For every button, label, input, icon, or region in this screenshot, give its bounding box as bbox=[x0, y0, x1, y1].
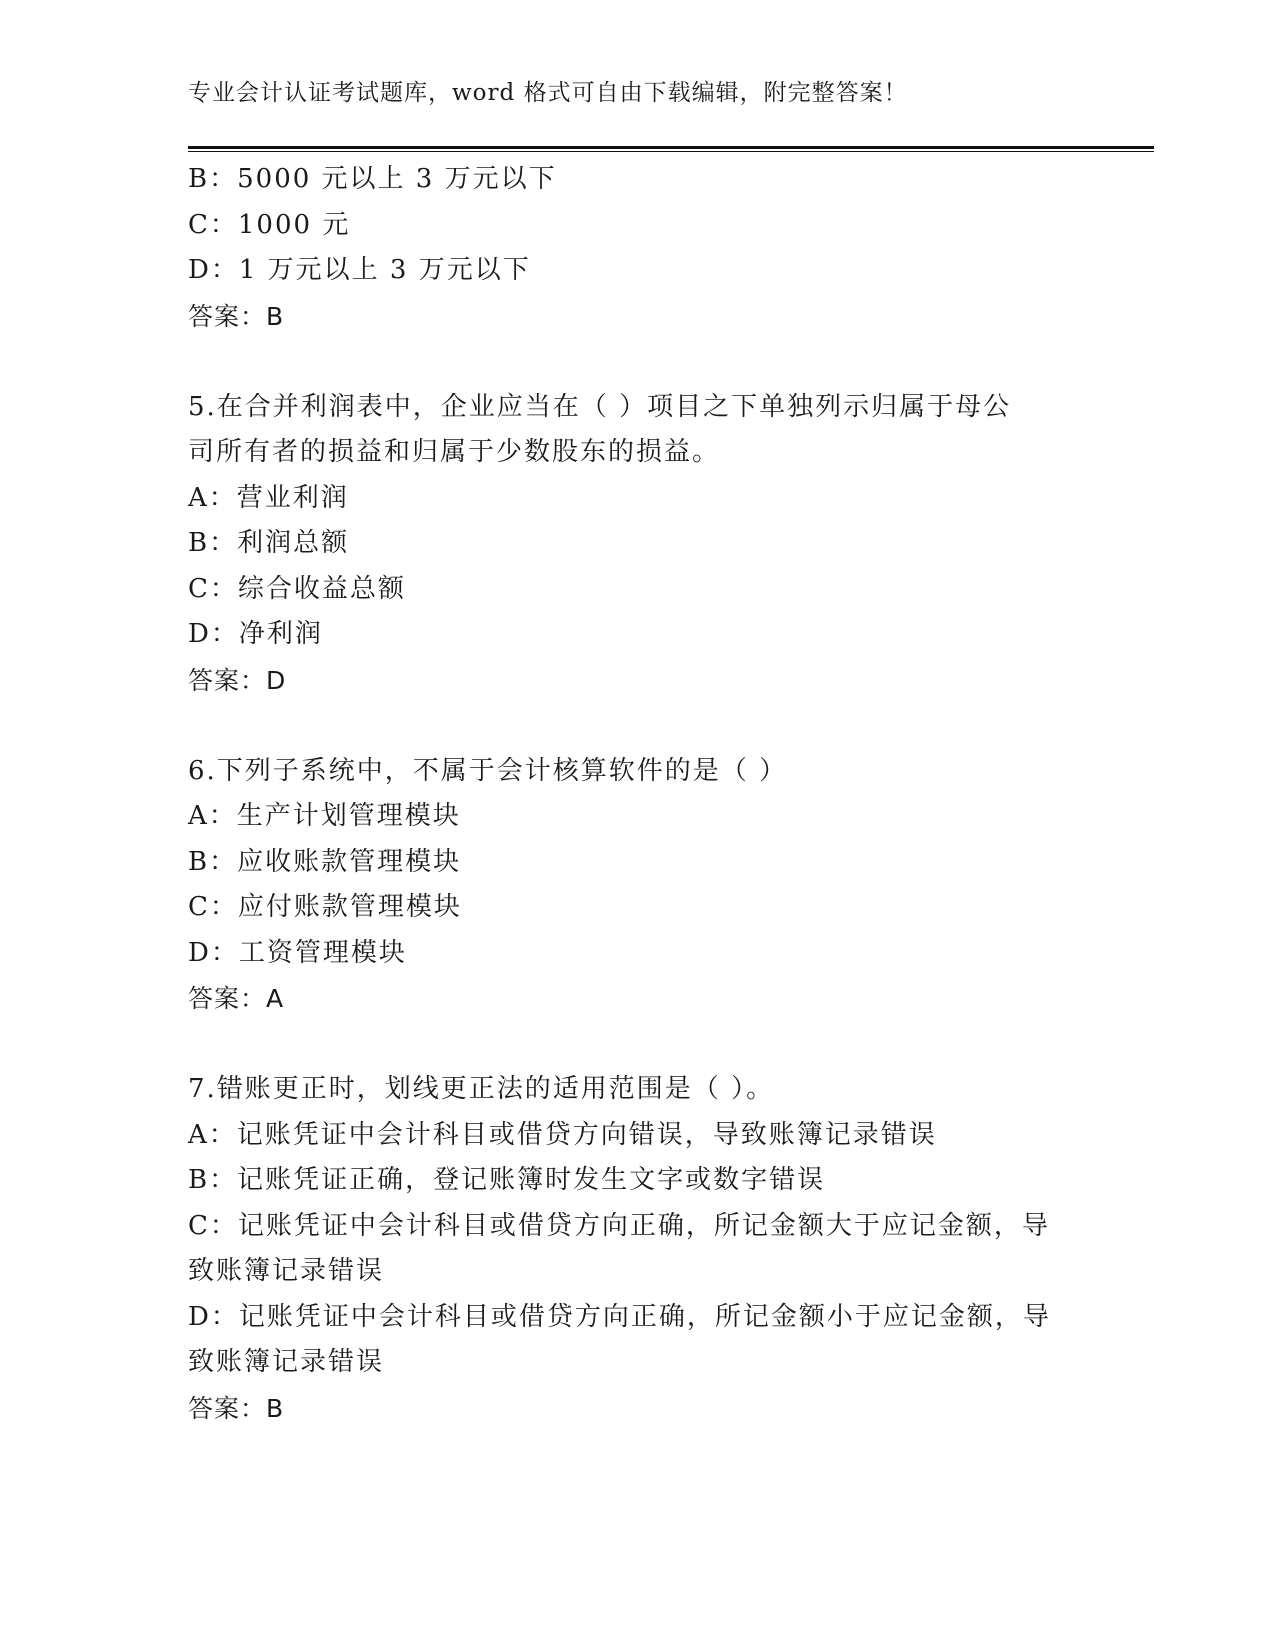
q7-stem-line1: 7.错账更正时，划线更正法的适用范围是（ ）。 bbox=[188, 1074, 775, 1104]
q7-option-d-line1: D：记账凭证中会计科目或借贷方向正确，所记金额小于应记金额，导 bbox=[188, 1301, 1051, 1332]
q7-option-b: B：记账凭证正确，登记账簿时发生文字或数字错误 bbox=[188, 1165, 826, 1195]
question-7 bbox=[188, 1067, 1068, 1431]
q7-option-c-line1: C：记账凭证中会计科目或借贷方向正确，所记金额大于应记金额，导 bbox=[188, 1210, 1050, 1241]
q5-option-a: A：营业利润 bbox=[188, 482, 349, 513]
document-body bbox=[188, 157, 1068, 1431]
q4-option-c: C：1000 元 bbox=[188, 209, 351, 240]
q7-answer: 答案：B bbox=[188, 1393, 285, 1423]
q5-stem-line1: 5.在合并利润表中，企业应当在（ ）项目之下单独列示归属于母公 bbox=[188, 391, 1012, 422]
page-header: 专业会计认证考试题库，word 格式可自由下载编辑，附完整答案！ bbox=[188, 80, 908, 106]
q5-stem-line2: 司所有者的损益和归属于少数股东的损益。 bbox=[188, 437, 721, 467]
spacer bbox=[188, 1022, 1068, 1068]
question-5 bbox=[188, 385, 1068, 704]
q7-option-c-line2: 致账簿记录错误 bbox=[188, 1256, 385, 1286]
spacer bbox=[188, 703, 1068, 749]
question-6 bbox=[188, 749, 1068, 1022]
header-rule-thick bbox=[188, 146, 1154, 149]
q6-answer: 答案：A bbox=[188, 984, 285, 1013]
q5-option-c: C：综合收益总额 bbox=[188, 573, 406, 604]
q6-stem-line1: 6.下列子系统中，不属于会计核算软件的是（ ） bbox=[188, 755, 788, 786]
spacer bbox=[188, 339, 1068, 385]
q4-option-b: B：5000 元以上 3 万元以下 bbox=[188, 164, 557, 194]
q6-option-b: B：应收账款管理模块 bbox=[188, 846, 462, 877]
header-rule-thin bbox=[188, 151, 1154, 152]
q5-option-d: D：净利润 bbox=[188, 619, 323, 649]
q7-option-d-line2: 致账簿记录错误 bbox=[188, 1347, 385, 1377]
q6-option-a: A：生产计划管理模块 bbox=[188, 801, 461, 831]
q4-answer: 答案：B bbox=[188, 301, 285, 331]
q6-option-c: C：应付账款管理模块 bbox=[188, 892, 462, 922]
q5-answer: 答案：D bbox=[188, 665, 287, 695]
q5-option-b: B：利润总额 bbox=[188, 528, 350, 558]
question-4 bbox=[188, 157, 1068, 339]
q4-option-d: D：1 万元以上 3 万元以下 bbox=[188, 255, 531, 285]
q6-option-d: D：工资管理模块 bbox=[188, 937, 407, 968]
q7-option-a: A：记账凭证中会计科目或借贷方向错误，导致账簿记录错误 bbox=[188, 1119, 937, 1150]
